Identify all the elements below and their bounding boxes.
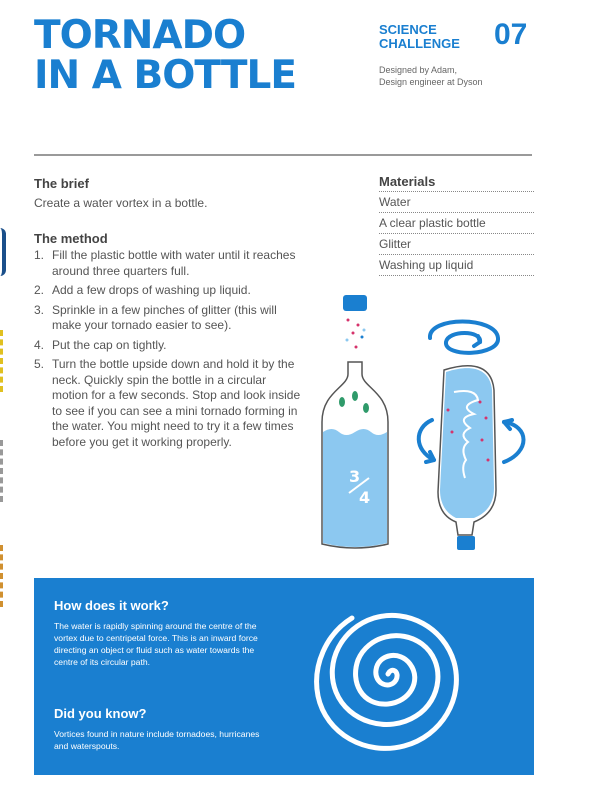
step-number: 1. [34,248,45,262]
swirl-arrow-icon [430,322,498,353]
bottle-upright-illustration [318,292,398,554]
page-edge [0,0,14,787]
edge-mark-grey [0,440,9,502]
did-you-know-heading: Did you know? [54,706,147,721]
fraction-denominator: 4 [359,488,371,507]
fraction-numerator: 3 [349,467,361,486]
step-text: Sprinkle in a few pinches of glitter (this will make your tornado easier to see). [52,302,277,332]
step-text: Fill the plastic bottle with water until it reaches around three quarters full. [52,248,296,278]
brief-text: Create a water vortex in a bottle. [34,196,208,210]
method-step [34,248,304,279]
rotate-arrow-left-icon [419,420,434,462]
explanation-panel [34,578,534,775]
bottle-inverted-illustration [408,310,538,555]
step-number: 3. [34,302,45,317]
header-divider [34,154,532,156]
material-item: A clear plastic bottle [379,213,534,234]
series-label [379,23,460,51]
step-text: Add a few drops of washing up liquid. [52,283,251,297]
inverted-bottle-cap-icon [457,536,475,550]
brief-heading: The brief [34,176,89,191]
edge-mark-blue [0,228,6,276]
step-text: Turn the bottle upside down and hold it by the neck. Quickly spin the bottle in a circular motion for a few seconds. Stop and look inside to see if you can see a mini tornado forming in the water. You might need to try it a few times before you get it working properly. [52,357,301,449]
series-line-1: SCIENCE [379,22,437,37]
materials-heading: Materials [379,174,534,192]
edge-mark-yellow [0,330,9,392]
method-steps [34,248,304,454]
how-text: The water is rapidly spinning around the centre of the vortex due to centripetal force. This is an inward force directing an object or fluid such as water towards the centre of its circular path. [54,621,258,667]
step-number: 5. [34,357,45,371]
series-line-2: CHALLENGE [379,36,460,51]
step-number: 4. [34,337,45,352]
materials-list [379,174,534,276]
did-you-know-text: Vortices found in nature include tornadoes, hurricanes and waterspouts. [54,729,260,751]
material-item: Washing up liquid [379,255,534,276]
title-line-2: IN A BOTTLE [34,53,296,98]
glitter-icon [346,319,366,349]
material-item: Water [379,192,534,213]
edge-mark-orange [0,545,9,607]
credit-line-2: Design engineer at Dyson [379,77,483,87]
challenge-number: 07 [494,18,528,51]
method-step [34,283,304,299]
page-title [34,13,296,98]
method-heading: The method [34,231,108,246]
vortex-spiral-icon [296,586,476,766]
designer-credit [379,64,529,88]
rotate-arrow-right-icon [504,420,524,462]
method-step [34,357,304,450]
title-line-1: TORNADO [34,13,246,58]
method-step [34,303,304,334]
step-text: Put the cap on tightly. [52,337,167,352]
method-step [34,338,304,354]
credit-line-1: Designed by Adam, [379,65,458,75]
how-heading: How does it work? [54,598,169,613]
bottle-cap-icon [343,295,367,311]
material-item: Glitter [379,234,534,255]
step-number: 2. [34,283,45,297]
